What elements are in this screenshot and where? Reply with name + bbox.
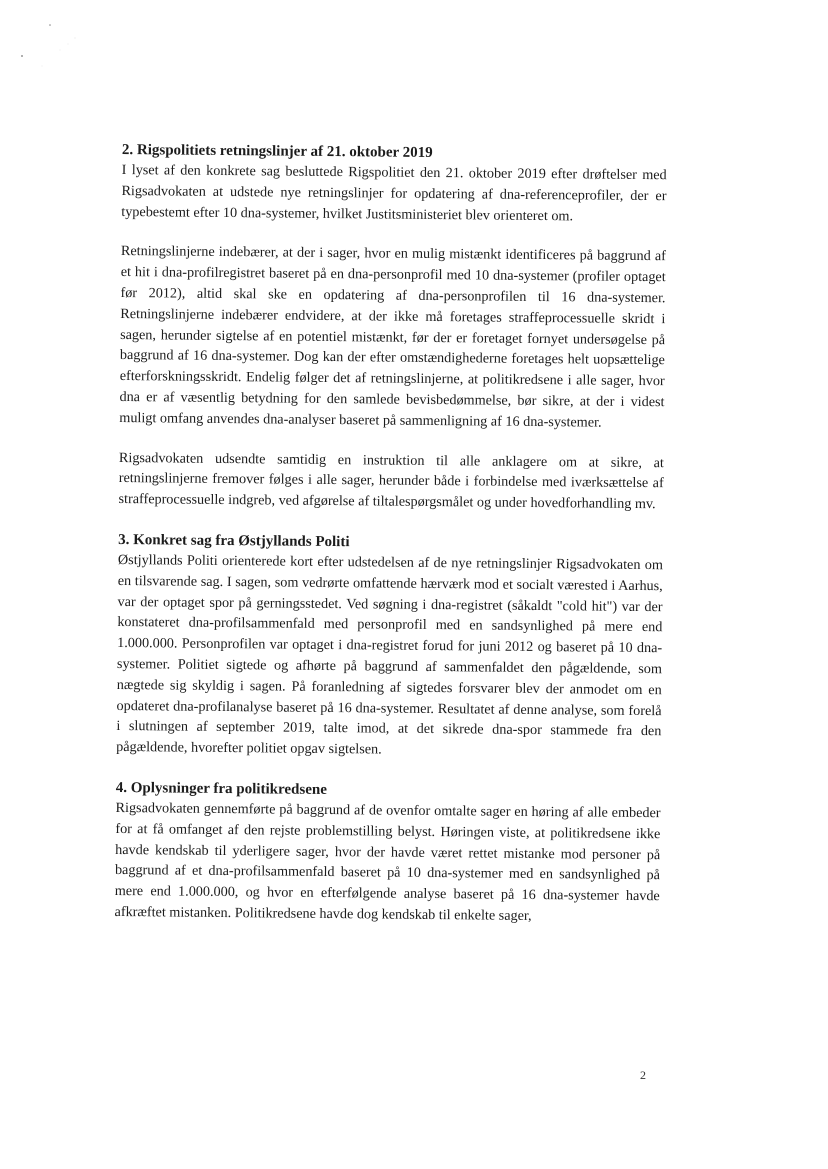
paragraph: Rigsadvokaten gennemførte på baggrund af de ovenfor omtalte sager en høring af alle embeder for at få omfanget af den rejste problemstilling belyst. Høringen viste, at politikredsene ikke havde kendskab til yderligere sager, hvor der havde været rettet mistanke mod personer på baggrund af et dna-profilsammenfald baseret på 10 dna-systemer med en sandsynlighed på mere end 1.000.000, og hvor en efterfølgende analyse baseret på 16 dna-systemer havde afkræftet mistanken. Politikredsene havde dog kendskab til enkelte sager, — [114, 799, 661, 924]
section-heading: 4. Oplysninger fra politikredsene — [115, 779, 327, 798]
paragraph: Østjyllands Politi orienterede kort efter udstedelsen af de nye retningslinjer Rigsadvokaten om en tilsvarende sag. I sagen, som vedrørte omfattende hærværk mod et socialt værested i Aarhus, var der optaget spor på gerningsstedet. Ved søgning i dna-registret (såkaldt "cold hit") var der konstateret dna-profilsammenfald med personprofil med en sandsynlighed på mere end 1.000.000. Personprofilen var optaget i dna-registret forud for juni 2012 og baseret på 10 dna-systemer. Politiet sigtede og afhørte på baggrund af sammenfaldet den pågældende, som nægtede sig skyldig i sagen. På foranledning af sigtedes forsvarer blev der anmodet om en opdateret dna-profilanalyse baseret på 16 dna-systemer. Resultatet af denne analyse, som forelå i slutningen af september 2019, talte imod, at det sikrede dna-spor stammede fra den pågældende, hvorefter politiet opgav sigtelsen. — [116, 551, 664, 758]
paragraph: Rigsadvokaten udsendte samtidig en instruktion til alle anklagere om at sikre, at retningslinjerne fremover følges i alle sager, herunder både i forbindelse med iværksættelse af straffeprocessuelle indgreb, ved afgørelse af tiltalespørgsmålet og under hovedforhandling mv. — [118, 449, 665, 513]
section-heading: 3. Konkret sag fra Østjyllands Politi — [118, 531, 350, 551]
section-konkret-sag — [116, 530, 663, 763]
scan-specks — [20, 20, 90, 80]
page-number: 2 — [640, 1068, 646, 1082]
paragraph: I lyset af den konkrete sag besluttede Rigspolitiet den 21. oktober 2019 efter drøftelser med Rigsadvokaten at udstede nye retningslinjer for opdatering af dna-referenceprofiler, der er typebestemt efter 10 dna-systemer, hvilket Justitsministeriet blev orienteret om. — [121, 161, 667, 224]
section-rigspolitiets-retningslinjer — [118, 140, 667, 515]
section-heading: 2. Rigspolitiets retningslinjer af 21. oktober 2019 — [121, 141, 433, 161]
paragraph: Retningslinjerne indebærer, at der i sager, hvor en mulig mistænkt identificeres på baggrund af et hit i dna-profilregistret baseret på en dna-personprofil med 10 dna-systemer (profiler optaget før 2012), altid skal ske en opdatering af dna-personprofilen til 16 dna-systemer. Retningslinjerne indebærer endvidere, at der ikke må foretages straffeprocessuelle skridt i sagen, herunder sigtelse af en potentiel mistænkt, før der er foretaget fornyet undersøgelse på baggrund af 16 dna-systemer. Dog kan der efter omstændighederne foretages helt uopsættelige efterforskningsskridt. Endelig følger det af retningslinjerne, at politikredsene i alle sager, hvor dna er af væsentlig betydning for den samlede bevisbedømmelse, bør sikre, at der i videst muligt omfang anvendes dna-analyser baseret på sammenligning af 16 dna-systemer. — [119, 243, 666, 431]
document-body — [114, 140, 666, 928]
section-oplysninger-politikredsene — [114, 778, 660, 928]
